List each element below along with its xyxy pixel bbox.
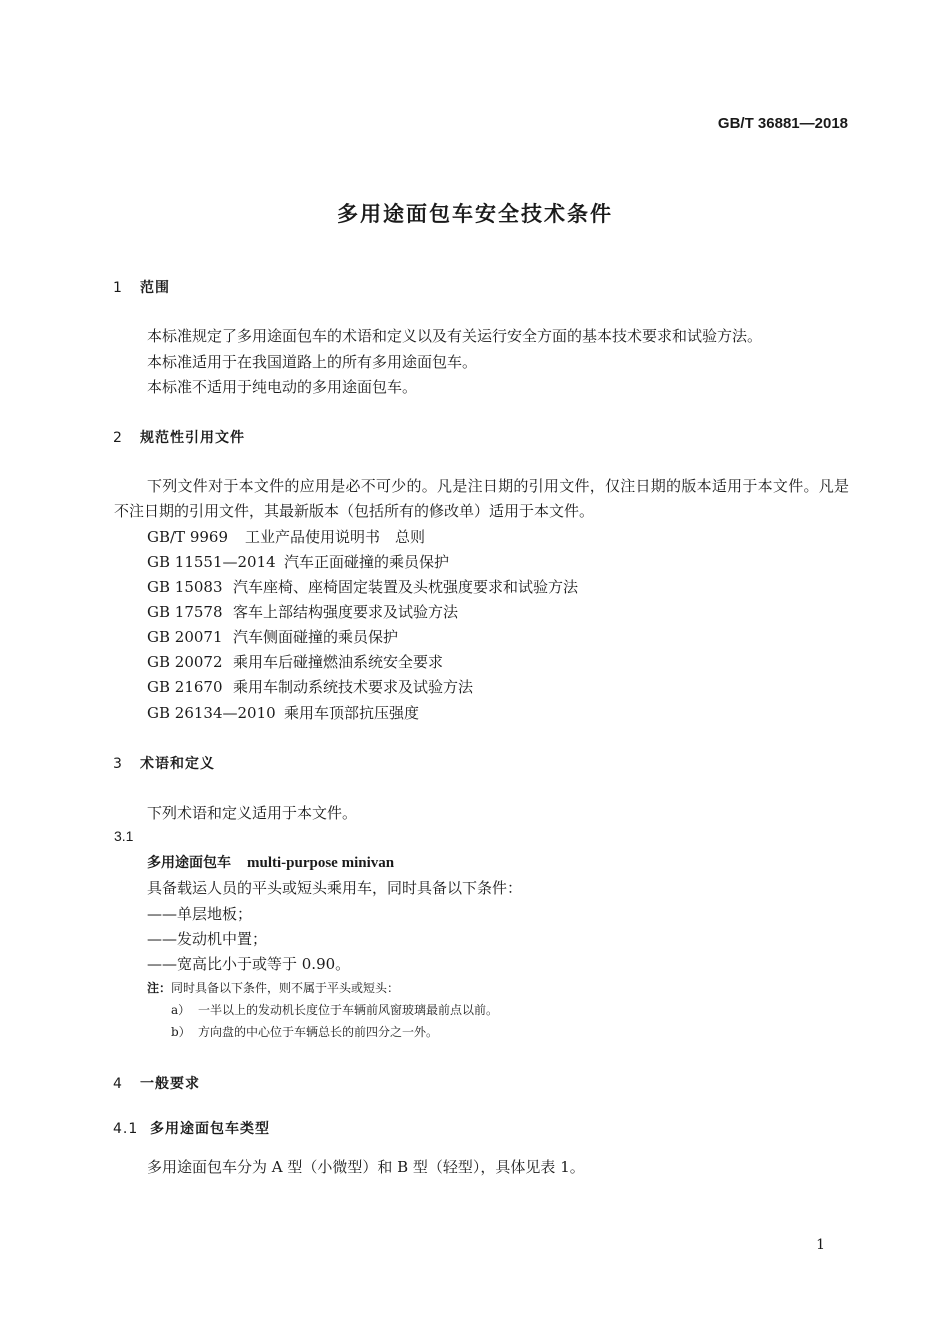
section-title: 术语和定义 — [140, 756, 215, 772]
reference-code: GB 15083 — [147, 578, 223, 596]
subsection-number: 4.1 — [113, 1121, 139, 1137]
term-heading — [147, 852, 394, 872]
reference-item — [147, 702, 419, 723]
note-label: 注： — [147, 981, 172, 995]
reference-title: 乘用车后碰撞燃油系统安全要求 — [233, 653, 444, 671]
term-english: multi-purpose minivan — [247, 855, 395, 871]
note-item — [171, 1001, 498, 1018]
note-item — [171, 1023, 438, 1040]
reference-code: GB 20071 — [147, 628, 223, 646]
section-2-heading — [113, 427, 245, 447]
reference-item — [147, 676, 473, 697]
reference-item — [147, 526, 425, 547]
condition-item: ——单层地板； — [147, 905, 253, 923]
section-number: 4 — [113, 1076, 123, 1092]
section-number: 1 — [113, 280, 123, 296]
reference-title: 汽车侧面碰撞的乘员保护 — [233, 628, 399, 646]
paragraph: 多用途面包车分为 A 型（小微型）和 B 型（轻型），具体见表 1。 — [147, 1158, 585, 1176]
reference-title: 汽车座椅、座椅固定装置及头枕强度要求和试验方法 — [233, 578, 579, 596]
document-title: 多用途面包车安全技术条件 — [337, 202, 613, 226]
reference-item — [147, 576, 578, 597]
note-item-text: 方向盘的中心位于车辆总长的前四分之一外。 — [198, 1025, 439, 1039]
section-1-heading — [113, 277, 170, 297]
section-title: 范围 — [140, 280, 170, 296]
condition-item: ——发动机中置； — [147, 930, 268, 948]
term-chinese: 多用途面包车 — [147, 855, 231, 871]
definition: 具备载运人员的平头或短头乘用车，同时具备以下条件： — [147, 879, 523, 897]
reference-item — [147, 551, 449, 572]
reference-title: 乘用车制动系统技术要求及试验方法 — [233, 678, 474, 696]
paragraph: 本标准规定了多用途面包车的术语和定义以及有关运行安全方面的基本技术要求和试验方法。 — [147, 327, 763, 345]
reference-code: GB 20072 — [147, 653, 223, 671]
note-text: 同时具备以下条件，则不属于平头或短头： — [171, 981, 400, 995]
standard-code: GB/T 36881—2018 — [717, 115, 848, 132]
paragraph: 本标准不适用于纯电动的多用途面包车。 — [147, 378, 418, 396]
reference-title: 工业产品使用说明书 总则 — [245, 528, 426, 546]
subsection-title: 多用途面包车类型 — [150, 1121, 270, 1137]
reference-code: GB 26134—2010 — [147, 704, 276, 722]
section-number: 2 — [113, 430, 123, 446]
clause-number: 3.1 — [114, 828, 134, 844]
section-3-heading — [113, 753, 215, 773]
reference-code: GB 11551—2014 — [147, 553, 276, 571]
section-title: 一般要求 — [140, 1076, 200, 1092]
section-4-heading — [113, 1073, 200, 1093]
paragraph: 下列术语和定义适用于本文件。 — [147, 804, 358, 822]
subsection-4-1-heading — [113, 1118, 270, 1138]
reference-item — [147, 651, 443, 672]
reference-title: 汽车正面碰撞的乘员保护 — [284, 553, 450, 571]
note-item-label: a） — [171, 1003, 191, 1017]
page-number: 1 — [816, 1237, 825, 1253]
paragraph: 本标准适用于在我国道路上的所有多用途面包车。 — [147, 353, 478, 371]
note-item-label: b） — [171, 1025, 191, 1039]
reference-title: 客车上部结构强度要求及试验方法 — [233, 603, 459, 621]
reference-code: GB 17578 — [147, 603, 223, 621]
note-item-text: 一半以上的发动机长度位于车辆前风窗玻璃最前点以前。 — [198, 1003, 499, 1017]
section-number: 3 — [113, 756, 123, 772]
section-title: 规范性引用文件 — [140, 430, 245, 446]
note — [147, 979, 399, 996]
reference-title: 乘用车顶部抗压强度 — [284, 704, 420, 722]
reference-code: GB 21670 — [147, 678, 223, 696]
paragraph: 下列文件对于本文件的应用是必不可少的。凡是注日期的引用文件，仅注日期的版本适用于本文件。凡是不注日期的引用文件，其最新版本（包括所有的修改单）适用于本文件。 — [114, 477, 849, 520]
reference-code: GB/T 9969 — [147, 528, 229, 546]
reference-item — [147, 601, 458, 622]
reference-item — [147, 626, 398, 647]
condition-item: ——宽高比小于或等于 0.90。 — [147, 955, 351, 973]
